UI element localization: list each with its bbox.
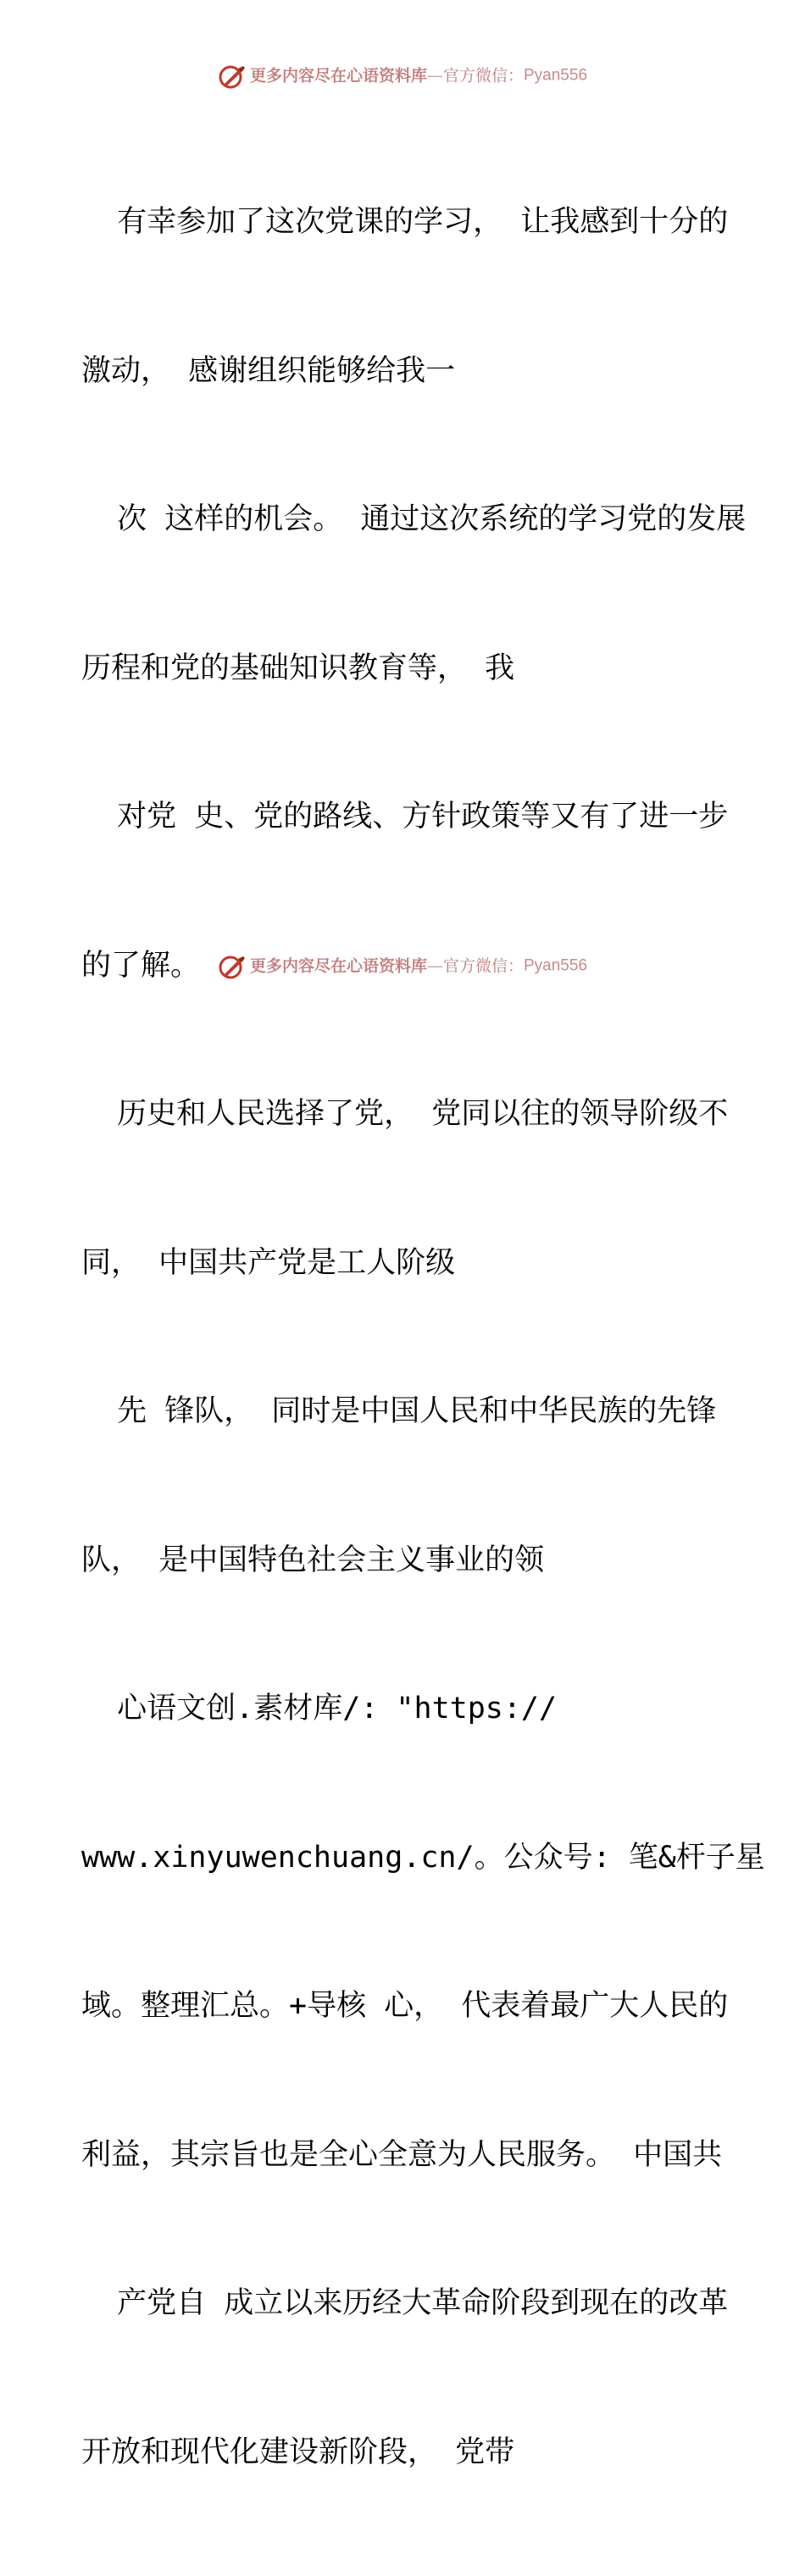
text-line: 有幸参加了这次党课的学习， 让我感到十分的 bbox=[81, 205, 729, 239]
header-watermark bbox=[0, 63, 805, 89]
text-line: 同， 中国共产党是工人阶级 bbox=[81, 1245, 456, 1280]
text-line: 利益，其宗旨也是全心全意为人民服务。 中国共 bbox=[81, 2137, 723, 2172]
watermark-wechat-label: 官方微信： bbox=[442, 956, 524, 976]
text-line: 次 这样的机会。 通过这次系统的学习党的发展 bbox=[81, 502, 747, 536]
watermark-wechat-id: Pyan556 bbox=[524, 956, 588, 975]
text-line: 历程和党的基础知识教育等， 我 bbox=[81, 651, 515, 685]
text-line: 产党自 成立以来历经大革命阶段到现在的改革 bbox=[81, 2286, 729, 2320]
watermark-dash: — bbox=[426, 956, 443, 976]
text-line: 队， 是中国特色社会主义事业的领 bbox=[81, 1543, 545, 1577]
text-line: 开放和现代化建设新阶段， 党带 bbox=[81, 2435, 515, 2469]
quill-pen-logo-icon bbox=[218, 954, 247, 979]
text-line: 域。整理汇总。+导核 心， 代表着最广大人民的 bbox=[81, 1989, 729, 2023]
text-line: 心语文创.素材库/: "https:// bbox=[81, 1692, 558, 1726]
text-line: 的了解。 bbox=[81, 948, 201, 983]
document-body bbox=[81, 98, 765, 2576]
text-line: 先 锋队， 同时是中国人民和中华民族的先锋 bbox=[81, 1394, 717, 1428]
text-line: 历史和人民选择了党， 党同以往的领导阶级不 bbox=[81, 1097, 729, 1131]
quill-pen-logo-icon bbox=[218, 64, 247, 89]
watermark-brand-text: 更多内容尽在心语资料库 bbox=[249, 66, 427, 86]
text-line: 激动， 感谢组织能够给我一 bbox=[81, 353, 456, 388]
watermark-wechat-label: 官方微信： bbox=[442, 66, 524, 86]
watermark-wechat-id: Pyan556 bbox=[524, 66, 588, 85]
footer-watermark bbox=[0, 953, 805, 979]
watermark-dash: — bbox=[426, 66, 443, 86]
text-line: 对党 史、党的路线、方针政策等又有了进一步 bbox=[81, 800, 729, 834]
watermark-brand-text: 更多内容尽在心语资料库 bbox=[249, 956, 427, 976]
text-line: www.xinyuwenchuang.cn/。公众号: 笔&杆子星 bbox=[81, 1840, 765, 1875]
